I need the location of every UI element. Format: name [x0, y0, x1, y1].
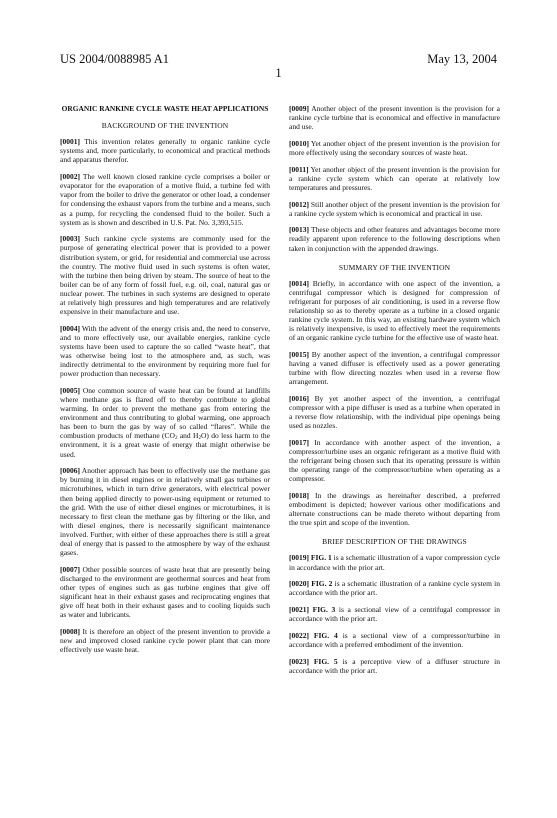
paragraph-number: [0023] — [289, 656, 309, 666]
paragraph-number: [0012] — [289, 199, 309, 209]
right-column — [289, 104, 500, 682]
paragraph-0015 — [289, 350, 500, 386]
paragraph-number: [0002] — [60, 172, 80, 182]
paragraph-text: In the drawings as hereinafter described, a preferred embodiment is depicted; however various other modifications and alternate constructions can be made thereto without departing from the true spirt and scope of the invention. — [289, 490, 501, 528]
paragraph-0019 — [289, 553, 500, 571]
paragraph-number: [0007] — [60, 564, 80, 574]
subscript: 2 — [198, 436, 201, 442]
paragraph-number: [0009] — [289, 104, 309, 113]
paragraph-text: is a schematic illustration of a rankine cycle system in accordance with the prior art. — [289, 579, 501, 598]
paragraph-text: Other possible sources of waste heat that are presently being discharged to the environment are geothermal sources and heat from other types of engines such as gas turbine engines that give off significant heat in their exhaust gases and reciprocating engines that give off heat both in their exhaust gases and to cooling liquids such as water and lubricants. — [60, 564, 270, 620]
paragraph-text: Yet another object of the present invention is the provision for more effectively using the secondary sources of waste heat. — [289, 138, 500, 157]
paragraph-text: These objects and other features and advantages become more readily apparent upon reference to the following descriptions when taken in conjunction with the appended drawings. — [289, 225, 500, 253]
paragraph-text: is a schematic illustration of a vapor compression cycle in accordance with the prior art. — [289, 553, 501, 572]
figure-reference: FIG. 2 — [311, 579, 333, 589]
document-title: ORGANIC RANKINE CYCLE WASTE HEAT APPLICATIONS — [61, 104, 269, 113]
paragraph-number: [0010] — [289, 138, 309, 148]
paragraph-0017 — [289, 438, 500, 483]
paragraph-number: [0004] — [60, 323, 80, 333]
paragraph-text: Yet another object of the present invention is the provision for a rankine cycle system which can operate at relatively low temperatures and pressures. — [289, 164, 500, 192]
paragraph-text: Such rankine cycle systems are commonly used for the purpose of generating electrical power that is provided to a power distribution system, or grid, for residential and commercial use across the country. The motive fluid used in such systems is often water, with the turbine then being driven by steam. The source of heat to the boiler can be of any form of fossil fuel, e.g. oil, coal, natural gas or nuclear power. The turbines in such systems are designed to operate at relatively high pressures and high temperatures and are relatively expensive in their manufacture and use. — [60, 234, 271, 317]
left-column — [60, 104, 270, 662]
paragraph-0013 — [289, 225, 500, 252]
paragraph-number: [0020] — [289, 579, 309, 589]
paragraph-number: [0016] — [289, 393, 309, 403]
paragraph-number: [0022] — [289, 630, 309, 640]
paragraph-number: [0011] — [289, 164, 309, 174]
paragraph-text: With the advent of the energy crisis and, the need to conserve, and to more effectively use, our available energies, rankine cycle systems have been used to capture the so called “waste heat”, that was otherwise being lost to the atmosphere and, as such, was indirectly detrimental to the environment by requiring more fuel for power production than necessary. — [60, 323, 270, 379]
paragraph-0007 — [60, 565, 270, 620]
paragraph-number: [0005] — [60, 385, 80, 395]
paragraph-0009 — [289, 104, 500, 131]
paragraph-text: Still another object of the present invention is the provision for a rankine cycle system which is economical and practical in use. — [289, 199, 501, 218]
paragraph-text: One common source of waste heat can be found at landfills where methane gas is flared off to thereby contribute to global warming. In order to prevent the methane gas from entering the environment and thus contributing to global warming, one approach has been to burn the gas by way of so called “flares”. While the combustion products of methane (CO — [60, 385, 271, 441]
figure-reference: FIG. 3 — [312, 604, 336, 614]
paragraph-number: [0019] — [289, 553, 309, 563]
paragraph-0016 — [289, 394, 500, 430]
figure-reference: FIG. 5 — [313, 656, 338, 666]
paragraph-0004 — [60, 324, 270, 379]
subscript: 2 — [174, 436, 178, 442]
paragraph-0008 — [60, 627, 270, 654]
paragraph-text: It is therefore an object of the present invention to provide a new and improved closed rankine cycle power plant that can more effectively use waste heat. — [60, 626, 270, 655]
paragraph-0022 — [289, 631, 500, 649]
paragraph-0021 — [289, 605, 500, 623]
section-heading-drawings: BRIEF DESCRIPTION OF THE DRAWINGS — [322, 537, 467, 547]
paragraph-number: [0001] — [60, 137, 80, 147]
patent-number: US 2004/0088985 A1 — [60, 52, 170, 66]
paragraph-0003 — [60, 234, 270, 316]
paragraph-0010 — [289, 139, 500, 157]
paragraph-text: Briefly, in accordance with one aspect of the invention, a centrifugal compressor which is designed for compression of refrigerant for purposes of air conditioning, is used in a reverse flow relationship so as to thereby operate as a turbine in a closed organic rankine cycle system. In this way, an existing hardware system which is relatively inexpensive, is used to effectively meet the requirements of an organic rankine cycle turbine for the effective use of waste heat. — [289, 278, 500, 343]
paragraph-0006 — [60, 466, 270, 557]
paragraph-text: The well known closed rankine cycle comprises a boiler or evaporator for the evaporation of a motive fluid, a turbine fed with vapor from the boiler to drive the generator or other load, a condenser for condensing the exhaust vapors from the turbine and a means, such as a pump, for recycling the condensed fluid to the boiler. Such a system as is shown and described in U.S. Pat. No. 3,393,515. — [60, 172, 270, 227]
figure-reference: FIG. 4 — [313, 630, 338, 640]
paragraph-number: [0006] — [60, 466, 80, 476]
paragraph-0002 — [60, 172, 270, 227]
section-heading-background: BACKGROUND OF THE INVENTION — [101, 121, 229, 131]
paragraph-number: [0015] — [289, 349, 309, 359]
paragraph-text: is a sectional view of a centrifugal compressor in accordance with the prior art. — [289, 604, 500, 624]
figure-reference: FIG. 1 — [310, 553, 332, 563]
paragraph-number: [0018] — [289, 490, 309, 500]
paragraph-number: [0003] — [60, 234, 80, 244]
page-number: 1 — [275, 66, 282, 80]
paragraph-text: In accordance with another aspect of the invention, a compressor/turbine uses an organic refrigerant as a motive fluid with the refrigerant being chosen such that its operating pressure is within the operating range of the compressor/turbine when operating as a compressor. — [289, 437, 500, 484]
paragraph-number: [0014] — [289, 278, 309, 288]
paragraph-0018 — [289, 491, 500, 527]
paragraph-text: is a sectional view of a compressor/turbine in accordance with a preferred embodiment of the invention. — [289, 630, 500, 649]
paragraph-0012 — [289, 200, 500, 218]
paragraph-0001 — [60, 137, 270, 164]
paragraph-number: [0017] — [289, 437, 309, 447]
paragraph-0014 — [289, 279, 500, 343]
publication-date: May 13, 2004 — [427, 52, 497, 66]
paragraph-number: [0008] — [60, 626, 80, 636]
paragraph-text: Another approach has been to effectively use the methane gas by burning it in diesel engines or in relatively small gas turbines or microturbines, which in turn drive generators, with electrical power then being applied directly to power-using equipment or returned to the grid. With the use of either diesel engines or microturbines, it is necessary to first clean the methane gas by filtering or the like, and with diesel engines, there is necessarily significant maintenance involved. Further, with either of these approaches there is still a great deal of energy that is passed to the atmosphere by way of the exhaust gases. — [60, 466, 270, 558]
paragraph-0005 — [60, 386, 270, 459]
paragraph-text: By yet another aspect of the invention, a centrifugal compressor with a pipe diffuser is used as a turbine when operated in a reverse flow relationship, with the individual pipe openings being used as nozzles. — [289, 393, 500, 431]
paragraph-number: [0013] — [289, 225, 309, 235]
paragraph-text: Another object of the present invention is the provision for a rankine cycle turbine that is economical and effective in manufacture and use. — [289, 104, 500, 132]
paragraph-0023 — [289, 657, 500, 675]
paragraph-0020 — [289, 579, 500, 597]
paragraph-text: By another aspect of the invention, a centrifugal compressor having a vaned diffuser is effectively used as a power generating turbine with flow directing nozzles when used in a reverse flow arrangement. — [289, 349, 500, 387]
paragraph-0011 — [289, 165, 500, 192]
paragraph-text: and H — [177, 431, 199, 441]
paragraph-number: [0021] — [289, 604, 309, 614]
paragraph-text: is a perceptive view of a diffuser structure in accordance with the prior art. — [289, 656, 500, 675]
paragraph-text: O) do less harm to the environment, it is a great waste of energy that might otherwise be used. — [60, 431, 270, 459]
paragraph-text: This invention relates generally to organic rankine cycle systems and, more particularly, to economical and practical methods and apparatus therefor. — [60, 137, 270, 165]
section-heading-summary: SUMMARY OF THE INVENTION — [338, 262, 451, 272]
